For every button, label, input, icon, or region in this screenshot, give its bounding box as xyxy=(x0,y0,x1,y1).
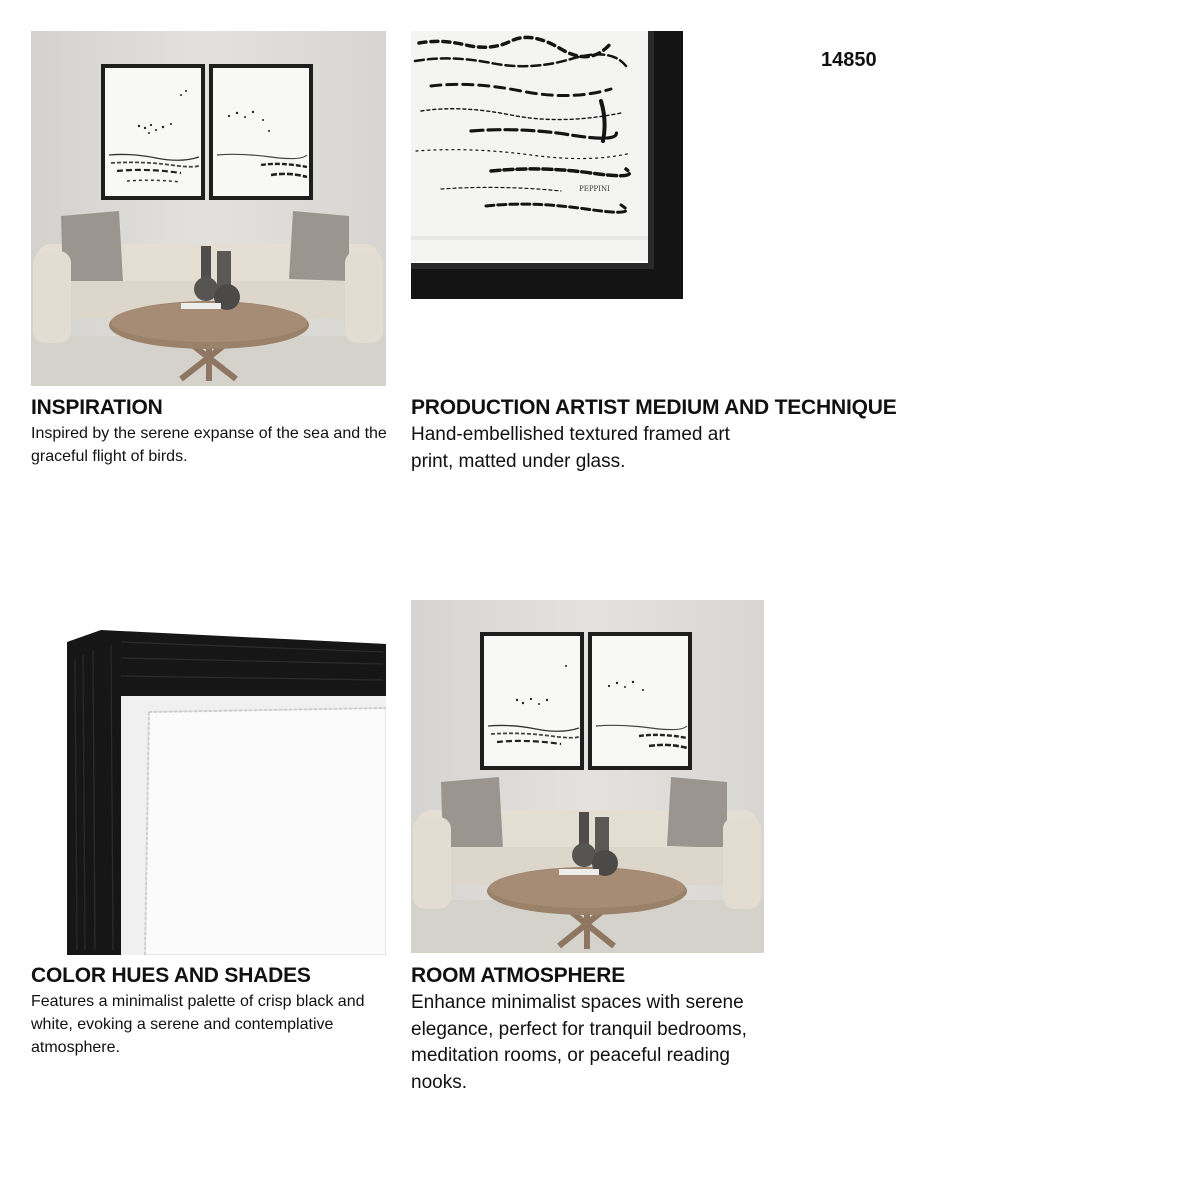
frame-corner-photo xyxy=(31,600,386,955)
inspiration-heading: INSPIRATION xyxy=(31,396,163,419)
room-text: Enhance minimalist spaces with serene elegance, perfect for tranquil bedrooms, meditation rooms, or peaceful reading nooks. xyxy=(411,992,747,1093)
svg-text:PEPPINI: PEPPINI xyxy=(579,185,610,193)
product-sku: 14850 xyxy=(821,49,877,71)
room-heading: ROOM ATMOSPHERE xyxy=(411,964,626,987)
production-section xyxy=(411,396,911,475)
color-heading: COLOR HUES AND SHADES xyxy=(31,964,311,987)
room-scene-photo-2 xyxy=(411,600,764,953)
inspiration-text: Inspired by the serene expanse of the sea and the graceful flight of birds. xyxy=(31,425,387,465)
room-scene-photo-1 xyxy=(31,31,386,386)
color-text: Features a minimalist palette of crisp black and white, evoking a serene and contemplative atmosphere. xyxy=(31,993,365,1056)
production-heading: PRODUCTION ARTIST MEDIUM AND TECHNIQUE xyxy=(411,396,897,419)
production-text: Hand-embellished textured framed art print, matted under glass. xyxy=(411,424,730,472)
color-section xyxy=(31,964,376,1059)
inspiration-section xyxy=(31,396,391,468)
room-section xyxy=(411,964,776,1096)
artwork-closeup-photo xyxy=(411,31,683,299)
